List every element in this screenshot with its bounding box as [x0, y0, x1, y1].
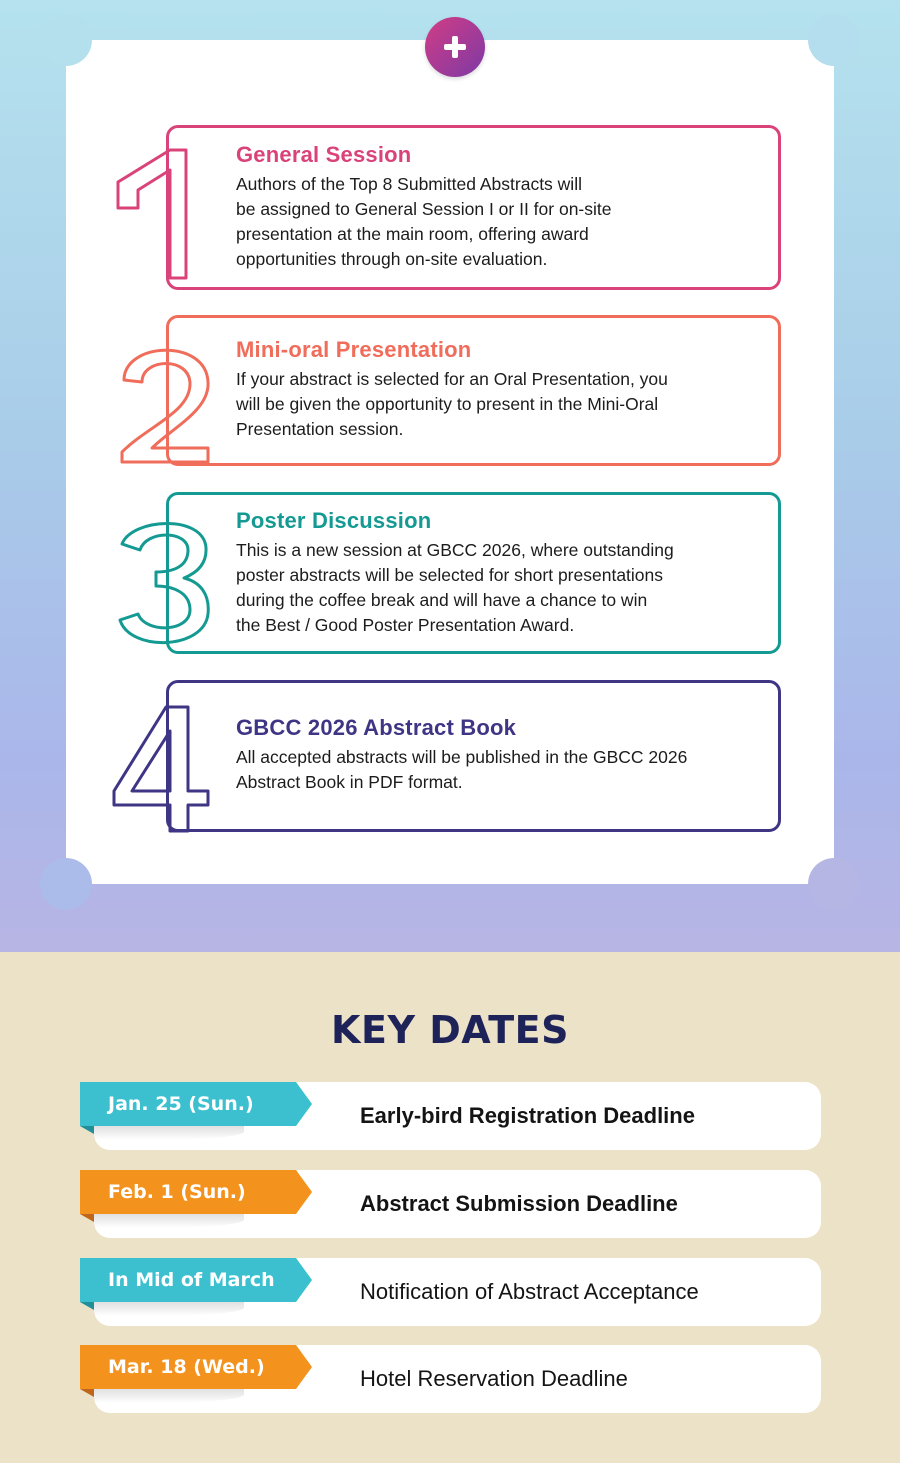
date-tag	[80, 1170, 312, 1214]
session-title: Mini-oral Presentation	[236, 337, 472, 362]
desc-line: presentation at the main room, offering award	[236, 224, 589, 244]
event-label: Abstract Submission Deadline	[360, 1191, 678, 1216]
key-dates-title: KEY DATES	[331, 1008, 569, 1052]
number-two-icon	[108, 330, 218, 480]
desc-line: If your abstract is selected for an Oral Presentation, you	[236, 369, 668, 389]
card-corner	[40, 14, 92, 66]
desc-line: opportunities through on-site evaluation.	[236, 249, 548, 269]
session-description	[236, 745, 766, 795]
number-one-icon	[108, 140, 218, 290]
date-label: Feb. 1 (Sun.)	[108, 1181, 246, 1203]
date-tag	[80, 1258, 312, 1302]
session-description	[236, 172, 766, 272]
session-description	[236, 367, 766, 442]
desc-line: This is a new session at GBCC 2026, where outstanding	[236, 540, 674, 560]
key-date-row	[80, 1170, 821, 1238]
key-date-row	[80, 1082, 821, 1150]
desc-line: Abstract Book in PDF format.	[236, 772, 463, 792]
date-label: In Mid of March	[108, 1269, 275, 1291]
session-description	[236, 538, 766, 638]
desc-line: Presentation session.	[236, 419, 404, 439]
desc-line: poster abstracts will be selected for short presentations	[236, 565, 664, 585]
desc-line: the Best / Good Poster Presentation Award.	[236, 615, 575, 635]
number-four-icon	[108, 695, 218, 845]
card-corner	[808, 858, 860, 910]
session-title: General Session	[236, 142, 412, 167]
number-three-icon	[108, 510, 218, 660]
key-date-row	[80, 1258, 821, 1326]
event-label: Notification of Abstract Acceptance	[360, 1279, 699, 1304]
card-corner	[808, 14, 860, 66]
card-corner	[40, 858, 92, 910]
date-tag	[80, 1082, 312, 1126]
event-label: Early-bird Registration Deadline	[360, 1103, 695, 1128]
plus-icon[interactable]	[425, 17, 485, 77]
event-label: Hotel Reservation Deadline	[360, 1366, 628, 1391]
date-label: Jan. 25 (Sun.)	[108, 1093, 254, 1115]
desc-line: be assigned to General Session I or II for on-site	[236, 199, 612, 219]
desc-line: All accepted abstracts will be published in the GBCC 2026	[236, 747, 688, 767]
date-tag	[80, 1345, 312, 1389]
desc-line: will be given the opportunity to present in the Mini-Oral	[236, 394, 659, 414]
session-title: Poster Discussion	[236, 508, 432, 533]
desc-line: during the coffee break and will have a chance to win	[236, 590, 648, 610]
session-title: GBCC 2026 Abstract Book	[236, 715, 517, 740]
desc-line: Authors of the Top 8 Submitted Abstracts will	[236, 174, 582, 194]
date-label: Mar. 18 (Wed.)	[108, 1356, 265, 1378]
key-date-row	[80, 1345, 821, 1413]
